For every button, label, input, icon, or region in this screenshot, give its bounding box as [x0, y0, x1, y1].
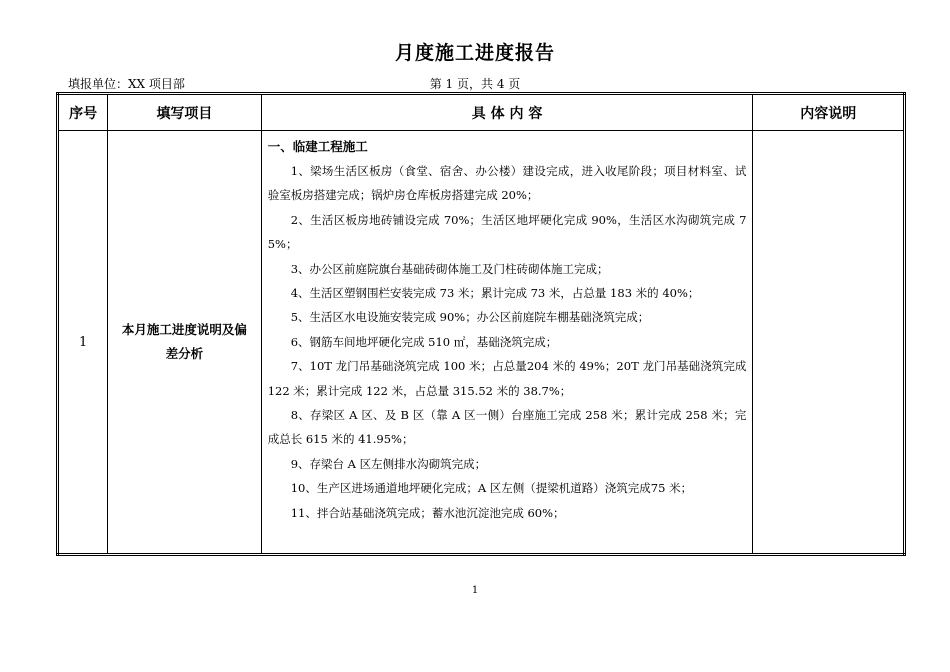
content-paragraph: 6、钢筋车间地坪硬化完成 510 ㎡，基础浇筑完成；	[290, 334, 558, 349]
content-paragraph: 11、拌合站基础浇筑完成；蓄水池沉淀池完成 60%；	[290, 505, 565, 520]
row-content	[261, 131, 753, 555]
row-note	[753, 131, 905, 555]
content-paragraph: 2、生活区板房地砖铺设完成 70%；生活区地坪硬化完成 90%，生活区水沟砌筑完成 75%；	[267, 212, 747, 252]
document-title: 月度施工进度报告	[394, 42, 555, 64]
content-paragraph: 7、10T 龙门吊基础浇筑完成 100 米；占总量204 米的 49%；20T 龙门吊基础浇筑完成 122 米；累计完成 122 米，占总量 315.52 米的 38.7%；	[267, 359, 747, 398]
header-item: 填写项目	[108, 94, 262, 131]
section-heading: 一、临建工程施工	[267, 139, 368, 154]
reporting-unit: 填报单位：XX 项目部	[68, 77, 185, 91]
header-note: 内容说明	[753, 94, 905, 131]
content-paragraph: 4、生活区塑钢围栏安装完成 73 米；累计完成 73 米，占总量 183 米的 40%；	[290, 286, 700, 301]
row-item: 本月施工进度说明及偏差分析	[108, 131, 262, 555]
content-paragraph: 3、办公区前庭院旗台基础砖砌体施工及门柱砖砌体施工完成；	[290, 261, 609, 276]
progress-table	[56, 92, 906, 556]
page-info: 第 1 页，共 4 页	[429, 77, 521, 91]
header-seq: 序号	[58, 94, 108, 131]
footer-page-number: 1	[471, 585, 479, 596]
content-paragraph: 5、生活区水电设施安装完成 90%；办公区前庭院车棚基础浇筑完成；	[290, 310, 650, 325]
header-content: 具 体 内 容	[261, 94, 753, 131]
row-seq: 1	[58, 131, 108, 555]
content-paragraph: 10、生产区进场通道地坪硬化完成；A 区左侧（提梁机道路）浇筑完成75 米；	[290, 481, 693, 496]
content-paragraph: 8、存梁区 A 区、及 B 区（靠 A 区一侧）台座施工完成 258 米；累计完成 258 米；完成总长 615 米的 41.95%；	[267, 408, 747, 447]
table-row	[58, 131, 905, 555]
table-header-row	[58, 94, 905, 131]
content-paragraph: 9、存梁台 A 区左侧排水沟砌筑完成；	[290, 456, 487, 471]
content-paragraph: 1、梁场生活区板房（食堂、宿舍、办公楼）建设完成，进入收尾阶段；项目材料室、试验室板房搭建完成；锅炉房仓库板房搭建完成 20%；	[267, 164, 747, 203]
